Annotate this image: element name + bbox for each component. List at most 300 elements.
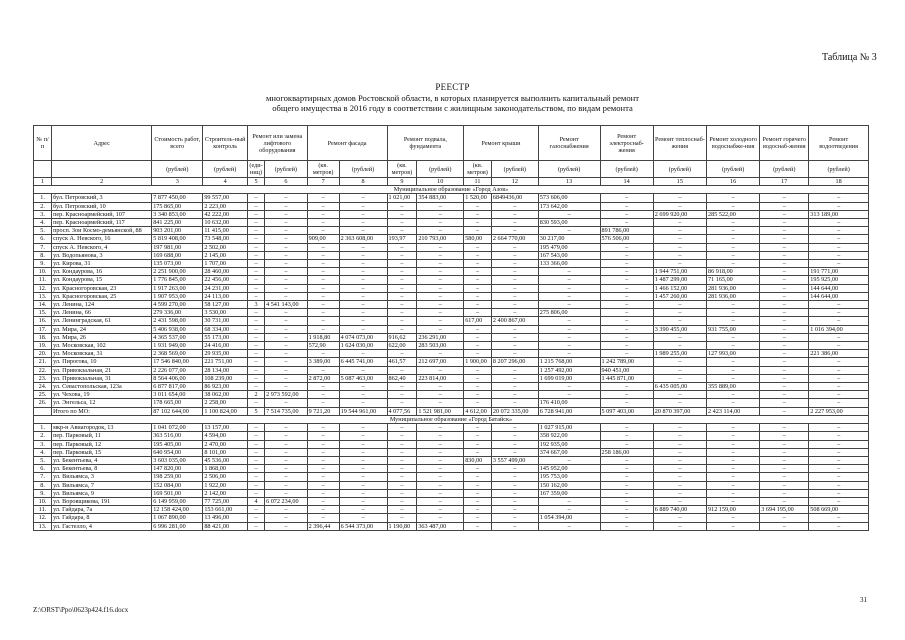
table-cell: – xyxy=(387,399,417,407)
table-cell: – xyxy=(760,309,809,317)
table-cell: – xyxy=(339,194,387,202)
table-cell: – xyxy=(417,268,464,276)
table-cell: – xyxy=(307,260,339,268)
table-cell: – xyxy=(464,333,492,341)
table-cell: – xyxy=(307,514,339,522)
table-cell: 2 400 867,00 xyxy=(491,317,538,325)
table-cell: – xyxy=(600,456,653,464)
table-cell: – xyxy=(339,325,387,333)
table-cell: – xyxy=(265,481,308,489)
table-cell: 2 973 592,00 xyxy=(265,391,308,399)
table-cell: 2 145,00 xyxy=(203,251,248,259)
table-cell: 77 725,00 xyxy=(203,497,248,505)
table-cell: – xyxy=(491,374,538,382)
section-title: Муниципальное образование «Город Батайск» xyxy=(34,415,869,423)
table-cell: – xyxy=(339,456,387,464)
table-cell: 1 457 260,00 xyxy=(653,292,706,300)
table-cell: 5 xyxy=(248,407,265,415)
table-cell: – xyxy=(339,489,387,497)
table-cell: – xyxy=(464,309,492,317)
table-cell: 221 751,00 xyxy=(203,358,248,366)
table-cell: – xyxy=(339,383,387,391)
table-cell: – xyxy=(760,424,809,432)
table-cell: 4 599 270,00 xyxy=(152,301,203,309)
table-cell: 24 231,00 xyxy=(203,284,248,292)
table-row xyxy=(34,522,869,530)
table-cell: – xyxy=(417,202,464,210)
table-cell: 195 479,00 xyxy=(538,243,600,251)
table-cell: – xyxy=(600,292,653,300)
table-cell: 99 557,00 xyxy=(203,194,248,202)
table-cell: – xyxy=(248,284,265,292)
table-cell: 6 435 005,00 xyxy=(653,383,706,391)
table-cell: – xyxy=(600,399,653,407)
table-cell: 9. xyxy=(34,260,52,268)
table-cell: – xyxy=(653,424,706,432)
table-cell: 2 423 114,00 xyxy=(707,407,760,415)
table-cell: 1 016 394,00 xyxy=(809,325,869,333)
table-cell: 7. xyxy=(34,243,52,251)
table-cell: – xyxy=(809,235,869,243)
table-cell: – xyxy=(464,506,492,514)
unit-cell: (рублей) xyxy=(760,161,809,178)
table-cell: – xyxy=(307,497,339,505)
address-cell: Итого по МО: xyxy=(52,407,152,415)
table-cell: – xyxy=(339,497,387,505)
table-cell: – xyxy=(809,342,869,350)
table-cell: 2 470,00 xyxy=(203,440,248,448)
unit-cell: (рублей) xyxy=(600,161,653,178)
table-cell: – xyxy=(600,301,653,309)
address-cell: ул. Московская, 102 xyxy=(52,342,152,350)
table-cell: 12. xyxy=(34,284,52,292)
table-cell: – xyxy=(464,465,492,473)
column-number: 1 xyxy=(34,178,52,186)
table-cell: – xyxy=(248,473,265,481)
column-number: 3 xyxy=(152,178,203,186)
table-cell: – xyxy=(760,260,809,268)
table-cell: – xyxy=(809,333,869,341)
table-cell: 1 624 030,00 xyxy=(339,342,387,350)
table-cell: – xyxy=(707,235,760,243)
table-cell: – xyxy=(809,383,869,391)
table-cell: – xyxy=(653,456,706,464)
table-cell: – xyxy=(809,251,869,259)
unit-cell: (кв. метров) xyxy=(307,161,339,178)
table-cell: – xyxy=(707,317,760,325)
table-cell: – xyxy=(387,260,417,268)
table-cell: 13. xyxy=(34,522,52,530)
table-cell: – xyxy=(491,260,538,268)
table-cell: – xyxy=(387,243,417,251)
table-cell: 2 502,00 xyxy=(203,243,248,251)
table-cell: 916,62 xyxy=(387,333,417,341)
table-cell: – xyxy=(809,317,869,325)
table-cell: – xyxy=(707,497,760,505)
table-cell: 576 506,00 xyxy=(600,235,653,243)
table-cell: 1 917 263,00 xyxy=(152,284,203,292)
table-cell: – xyxy=(653,522,706,530)
table-cell: – xyxy=(653,489,706,497)
table-cell: – xyxy=(653,432,706,440)
table-cell: 7 514 735,00 xyxy=(265,407,308,415)
table-cell: – xyxy=(339,260,387,268)
table-cell: 2 396,44 xyxy=(307,522,339,530)
table-cell: – xyxy=(809,202,869,210)
table-cell: 167 359,00 xyxy=(538,489,600,497)
table-cell: – xyxy=(491,309,538,317)
table-cell: – xyxy=(464,276,492,284)
table-cell: 4. xyxy=(34,448,52,456)
table-cell: – xyxy=(707,374,760,382)
table-cell: – xyxy=(307,424,339,432)
table-cell: 45 536,00 xyxy=(203,456,248,464)
header-drain: Ремонт водоотведения xyxy=(809,126,869,161)
table-cell: – xyxy=(760,333,809,341)
table-cell: – xyxy=(265,456,308,464)
table-cell: – xyxy=(707,202,760,210)
table-cell: 73 548,00 xyxy=(203,235,248,243)
column-number: 7 xyxy=(307,178,339,186)
table-cell: – xyxy=(265,260,308,268)
table-cell: – xyxy=(307,465,339,473)
table-cell: 17. xyxy=(34,325,52,333)
table-cell: – xyxy=(809,489,869,497)
table-cell: – xyxy=(339,506,387,514)
table-row xyxy=(34,399,869,407)
table-cell: – xyxy=(538,333,600,341)
table-cell: – xyxy=(600,276,653,284)
column-number: 9 xyxy=(387,178,417,186)
table-cell: – xyxy=(464,219,492,227)
table-cell: – xyxy=(265,432,308,440)
table-cell: 153 661,00 xyxy=(203,506,248,514)
table-cell: – xyxy=(809,424,869,432)
table-cell: – xyxy=(248,292,265,300)
table-cell: – xyxy=(760,399,809,407)
table-cell: 198 259,00 xyxy=(152,473,203,481)
table-cell: 193,97 xyxy=(387,235,417,243)
table-cell: – xyxy=(464,366,492,374)
table-cell: – xyxy=(417,276,464,284)
table-cell: – xyxy=(464,383,492,391)
table-row xyxy=(34,481,869,489)
table-cell: – xyxy=(417,309,464,317)
table-cell: – xyxy=(387,251,417,259)
address-cell: ул. Красногоровская, 23 xyxy=(52,284,152,292)
table-cell: – xyxy=(600,210,653,218)
table-cell: – xyxy=(760,342,809,350)
address-cell: ул. Водопьянова, 3 xyxy=(52,251,152,259)
table-cell: 1 242 789,00 xyxy=(600,358,653,366)
address-cell: ул. Кондаурова, 15 xyxy=(52,276,152,284)
table-cell: 2 226 077,00 xyxy=(152,366,203,374)
table-cell: – xyxy=(760,489,809,497)
table-cell: – xyxy=(417,383,464,391)
table-cell: – xyxy=(600,506,653,514)
table-cell: 1 521 981,00 xyxy=(417,407,464,415)
table-cell: – xyxy=(600,432,653,440)
table-cell: – xyxy=(248,522,265,530)
table-cell: – xyxy=(307,276,339,284)
table-cell: – xyxy=(464,301,492,309)
table-cell: 30 217,00 xyxy=(538,235,600,243)
header-elevator: Ремонт или замена лифтового оборудования xyxy=(248,126,308,161)
table-cell: – xyxy=(760,432,809,440)
table-cell: – xyxy=(307,506,339,514)
table-cell: – xyxy=(387,465,417,473)
table-cell: 144 644,00 xyxy=(809,292,869,300)
table-cell: 19 544 961,00 xyxy=(339,407,387,415)
table-cell: 2 664 770,00 xyxy=(491,235,538,243)
table-cell: – xyxy=(760,374,809,382)
table-cell: 6 996 281,00 xyxy=(152,522,203,530)
table-cell: – xyxy=(387,350,417,358)
table-cell: – xyxy=(265,243,308,251)
table-cell: – xyxy=(600,309,653,317)
table-cell: 9. xyxy=(34,489,52,497)
table-cell: – xyxy=(307,284,339,292)
table-cell: – xyxy=(707,391,760,399)
table-cell: 1 907 953,00 xyxy=(152,292,203,300)
table-cell: – xyxy=(464,292,492,300)
table-cell: 19. xyxy=(34,342,52,350)
table-cell: – xyxy=(809,260,869,268)
table-cell: 30 731,00 xyxy=(203,317,248,325)
table-cell: 8. xyxy=(34,481,52,489)
table-cell: – xyxy=(760,391,809,399)
table-cell: – xyxy=(417,448,464,456)
table-cell: 3 340 853,00 xyxy=(152,210,203,218)
table-cell: 1 699 019,00 xyxy=(538,374,600,382)
table-cell: – xyxy=(491,432,538,440)
table-cell: – xyxy=(248,366,265,374)
register-table xyxy=(33,125,869,531)
table-cell: – xyxy=(339,481,387,489)
table-cell: – xyxy=(600,350,653,358)
table-cell: – xyxy=(265,276,308,284)
header-elec: Ремонт электроснаб-жения xyxy=(600,126,653,161)
address-cell: ул. Севастопольская, 123а xyxy=(52,383,152,391)
table-cell: 2 251 900,00 xyxy=(152,268,203,276)
table-cell: 5 097 403,00 xyxy=(600,407,653,415)
table-cell: 127 993,00 xyxy=(707,350,760,358)
table-cell: 28 460,00 xyxy=(203,268,248,276)
table-cell: – xyxy=(809,497,869,505)
table-cell: – xyxy=(600,260,653,268)
table-cell: – xyxy=(538,342,600,350)
table-cell: 1 041 072,00 xyxy=(152,424,203,432)
table-row xyxy=(34,374,869,382)
table-cell: – xyxy=(538,210,600,218)
column-number: 17 xyxy=(760,178,809,186)
table-cell: – xyxy=(339,309,387,317)
table-cell: – xyxy=(339,432,387,440)
table-cell: – xyxy=(538,227,600,235)
table-cell: – xyxy=(760,243,809,251)
table-cell: – xyxy=(538,391,600,399)
table-cell: – xyxy=(653,251,706,259)
table-cell: – xyxy=(417,432,464,440)
column-number: 13 xyxy=(538,178,600,186)
table-cell: – xyxy=(248,202,265,210)
header-coldwater: Ремонт холодного водоснабже-ния xyxy=(707,126,760,161)
table-cell: – xyxy=(600,317,653,325)
table-row xyxy=(34,309,869,317)
table-cell: – xyxy=(248,456,265,464)
address-cell: ул. Кирова, 31 xyxy=(52,260,152,268)
table-cell: – xyxy=(265,358,308,366)
table-row xyxy=(34,383,869,391)
address-cell: пер. Парковый, 15 xyxy=(52,448,152,456)
table-cell: – xyxy=(464,448,492,456)
table-cell: – xyxy=(760,473,809,481)
section-title: Муниципальное образование «Город Азов» xyxy=(34,186,869,194)
table-cell: 2 258,00 xyxy=(203,399,248,407)
table-cell: – xyxy=(491,342,538,350)
table-cell: 195 753,00 xyxy=(538,473,600,481)
table-cell: – xyxy=(387,309,417,317)
table-cell: – xyxy=(387,456,417,464)
table-cell: – xyxy=(809,219,869,227)
table-cell: – xyxy=(707,440,760,448)
table-cell: – xyxy=(809,227,869,235)
table-cell: – xyxy=(653,301,706,309)
table-cell: – xyxy=(387,383,417,391)
unit-cell: (еди-ниц) xyxy=(249,162,263,176)
column-number: 16 xyxy=(707,178,760,186)
address-cell: ул. Мира, 26 xyxy=(52,333,152,341)
table-row xyxy=(34,473,869,481)
table-cell: – xyxy=(265,251,308,259)
table-cell: – xyxy=(760,448,809,456)
table-cell: 1 445 871,00 xyxy=(600,374,653,382)
table-cell: – xyxy=(339,399,387,407)
table-cell: – xyxy=(707,522,760,530)
table-cell: 68 334,00 xyxy=(203,325,248,333)
table-cell: – xyxy=(417,301,464,309)
table-row xyxy=(34,276,869,284)
table-cell: – xyxy=(491,448,538,456)
table-cell: – xyxy=(387,391,417,399)
table-cell: – xyxy=(417,456,464,464)
table-cell: 573 606,00 xyxy=(538,194,600,202)
table-cell: – xyxy=(265,350,308,358)
column-number-row xyxy=(34,178,869,186)
address-cell: ул. Вильямса, 9 xyxy=(52,489,152,497)
table-cell: 2 142,00 xyxy=(203,489,248,497)
table-cell: 10. xyxy=(34,497,52,505)
table-cell: 4 612,00 xyxy=(464,407,492,415)
table-row xyxy=(34,342,869,350)
table-row xyxy=(34,235,869,243)
address-cell: ул. Бекентьева, 4 xyxy=(52,456,152,464)
table-cell: – xyxy=(491,366,538,374)
table-row xyxy=(34,407,869,415)
table-cell: – xyxy=(491,333,538,341)
table-cell: 10. xyxy=(34,268,52,276)
table-cell: – xyxy=(760,251,809,259)
address-cell: спуск А. Невского, 4 xyxy=(52,243,152,251)
table-cell: – xyxy=(600,497,653,505)
table-cell: 1 918,80 xyxy=(307,333,339,341)
table-cell: – xyxy=(491,210,538,218)
table-cell: – xyxy=(760,325,809,333)
table-cell: 3 390 455,00 xyxy=(653,325,706,333)
table-cell: – xyxy=(265,333,308,341)
table-cell: – xyxy=(600,481,653,489)
table-cell: – xyxy=(809,456,869,464)
table-cell: – xyxy=(491,268,538,276)
table-cell: – xyxy=(307,391,339,399)
address-cell: бул. Петровский, 3 xyxy=(52,194,152,202)
table-cell: – xyxy=(387,432,417,440)
table-cell: – xyxy=(491,473,538,481)
unit-cell xyxy=(52,161,152,178)
table-cell: 4 594,00 xyxy=(203,432,248,440)
table-cell: – xyxy=(339,424,387,432)
table-cell: – xyxy=(339,514,387,522)
table-cell: 841 225,00 xyxy=(152,219,203,227)
table-cell: 903 201,00 xyxy=(152,227,203,235)
table-cell: – xyxy=(653,219,706,227)
table-cell: 23. xyxy=(34,374,52,382)
table-cell: – xyxy=(491,465,538,473)
table-cell: – xyxy=(464,342,492,350)
table-cell: – xyxy=(265,514,308,522)
table-cell: – xyxy=(307,301,339,309)
table-cell: – xyxy=(600,424,653,432)
table-cell: – xyxy=(538,522,600,530)
table-cell: – xyxy=(248,210,265,218)
table-cell: 1 027 915,00 xyxy=(538,424,600,432)
table-cell: – xyxy=(809,374,869,382)
table-cell: – xyxy=(307,219,339,227)
table-cell: – xyxy=(265,383,308,391)
table-cell: – xyxy=(653,440,706,448)
table-cell: – xyxy=(760,522,809,530)
table-cell: 8 564 406,00 xyxy=(152,374,203,382)
column-number: 14 xyxy=(600,178,653,186)
table-cell: 5 406 938,00 xyxy=(152,325,203,333)
unit-cell: (кв. метров) xyxy=(387,161,417,178)
table-cell: – xyxy=(417,210,464,218)
table-cell: 940 451,00 xyxy=(600,366,653,374)
column-number: 12 xyxy=(491,178,538,186)
table-cell: – xyxy=(491,325,538,333)
table-cell: – xyxy=(653,260,706,268)
table-cell: 12 158 424,00 xyxy=(152,506,203,514)
table-cell: – xyxy=(339,317,387,325)
table-row xyxy=(34,391,869,399)
table-cell: – xyxy=(760,514,809,522)
table-row xyxy=(34,497,869,505)
table-cell: – xyxy=(707,448,760,456)
table-cell: – xyxy=(600,325,653,333)
table-cell: – xyxy=(387,276,417,284)
table-cell: 197 981,00 xyxy=(152,243,203,251)
table-cell: – xyxy=(809,514,869,522)
table-cell: – xyxy=(265,317,308,325)
table-cell: 4 541 143,00 xyxy=(265,301,308,309)
table-cell: – xyxy=(265,366,308,374)
table-row xyxy=(34,333,869,341)
table-cell: – xyxy=(538,317,600,325)
page-number: 31 xyxy=(860,596,867,604)
table-cell: – xyxy=(265,399,308,407)
table-cell: – xyxy=(265,489,308,497)
table-cell: – xyxy=(387,325,417,333)
